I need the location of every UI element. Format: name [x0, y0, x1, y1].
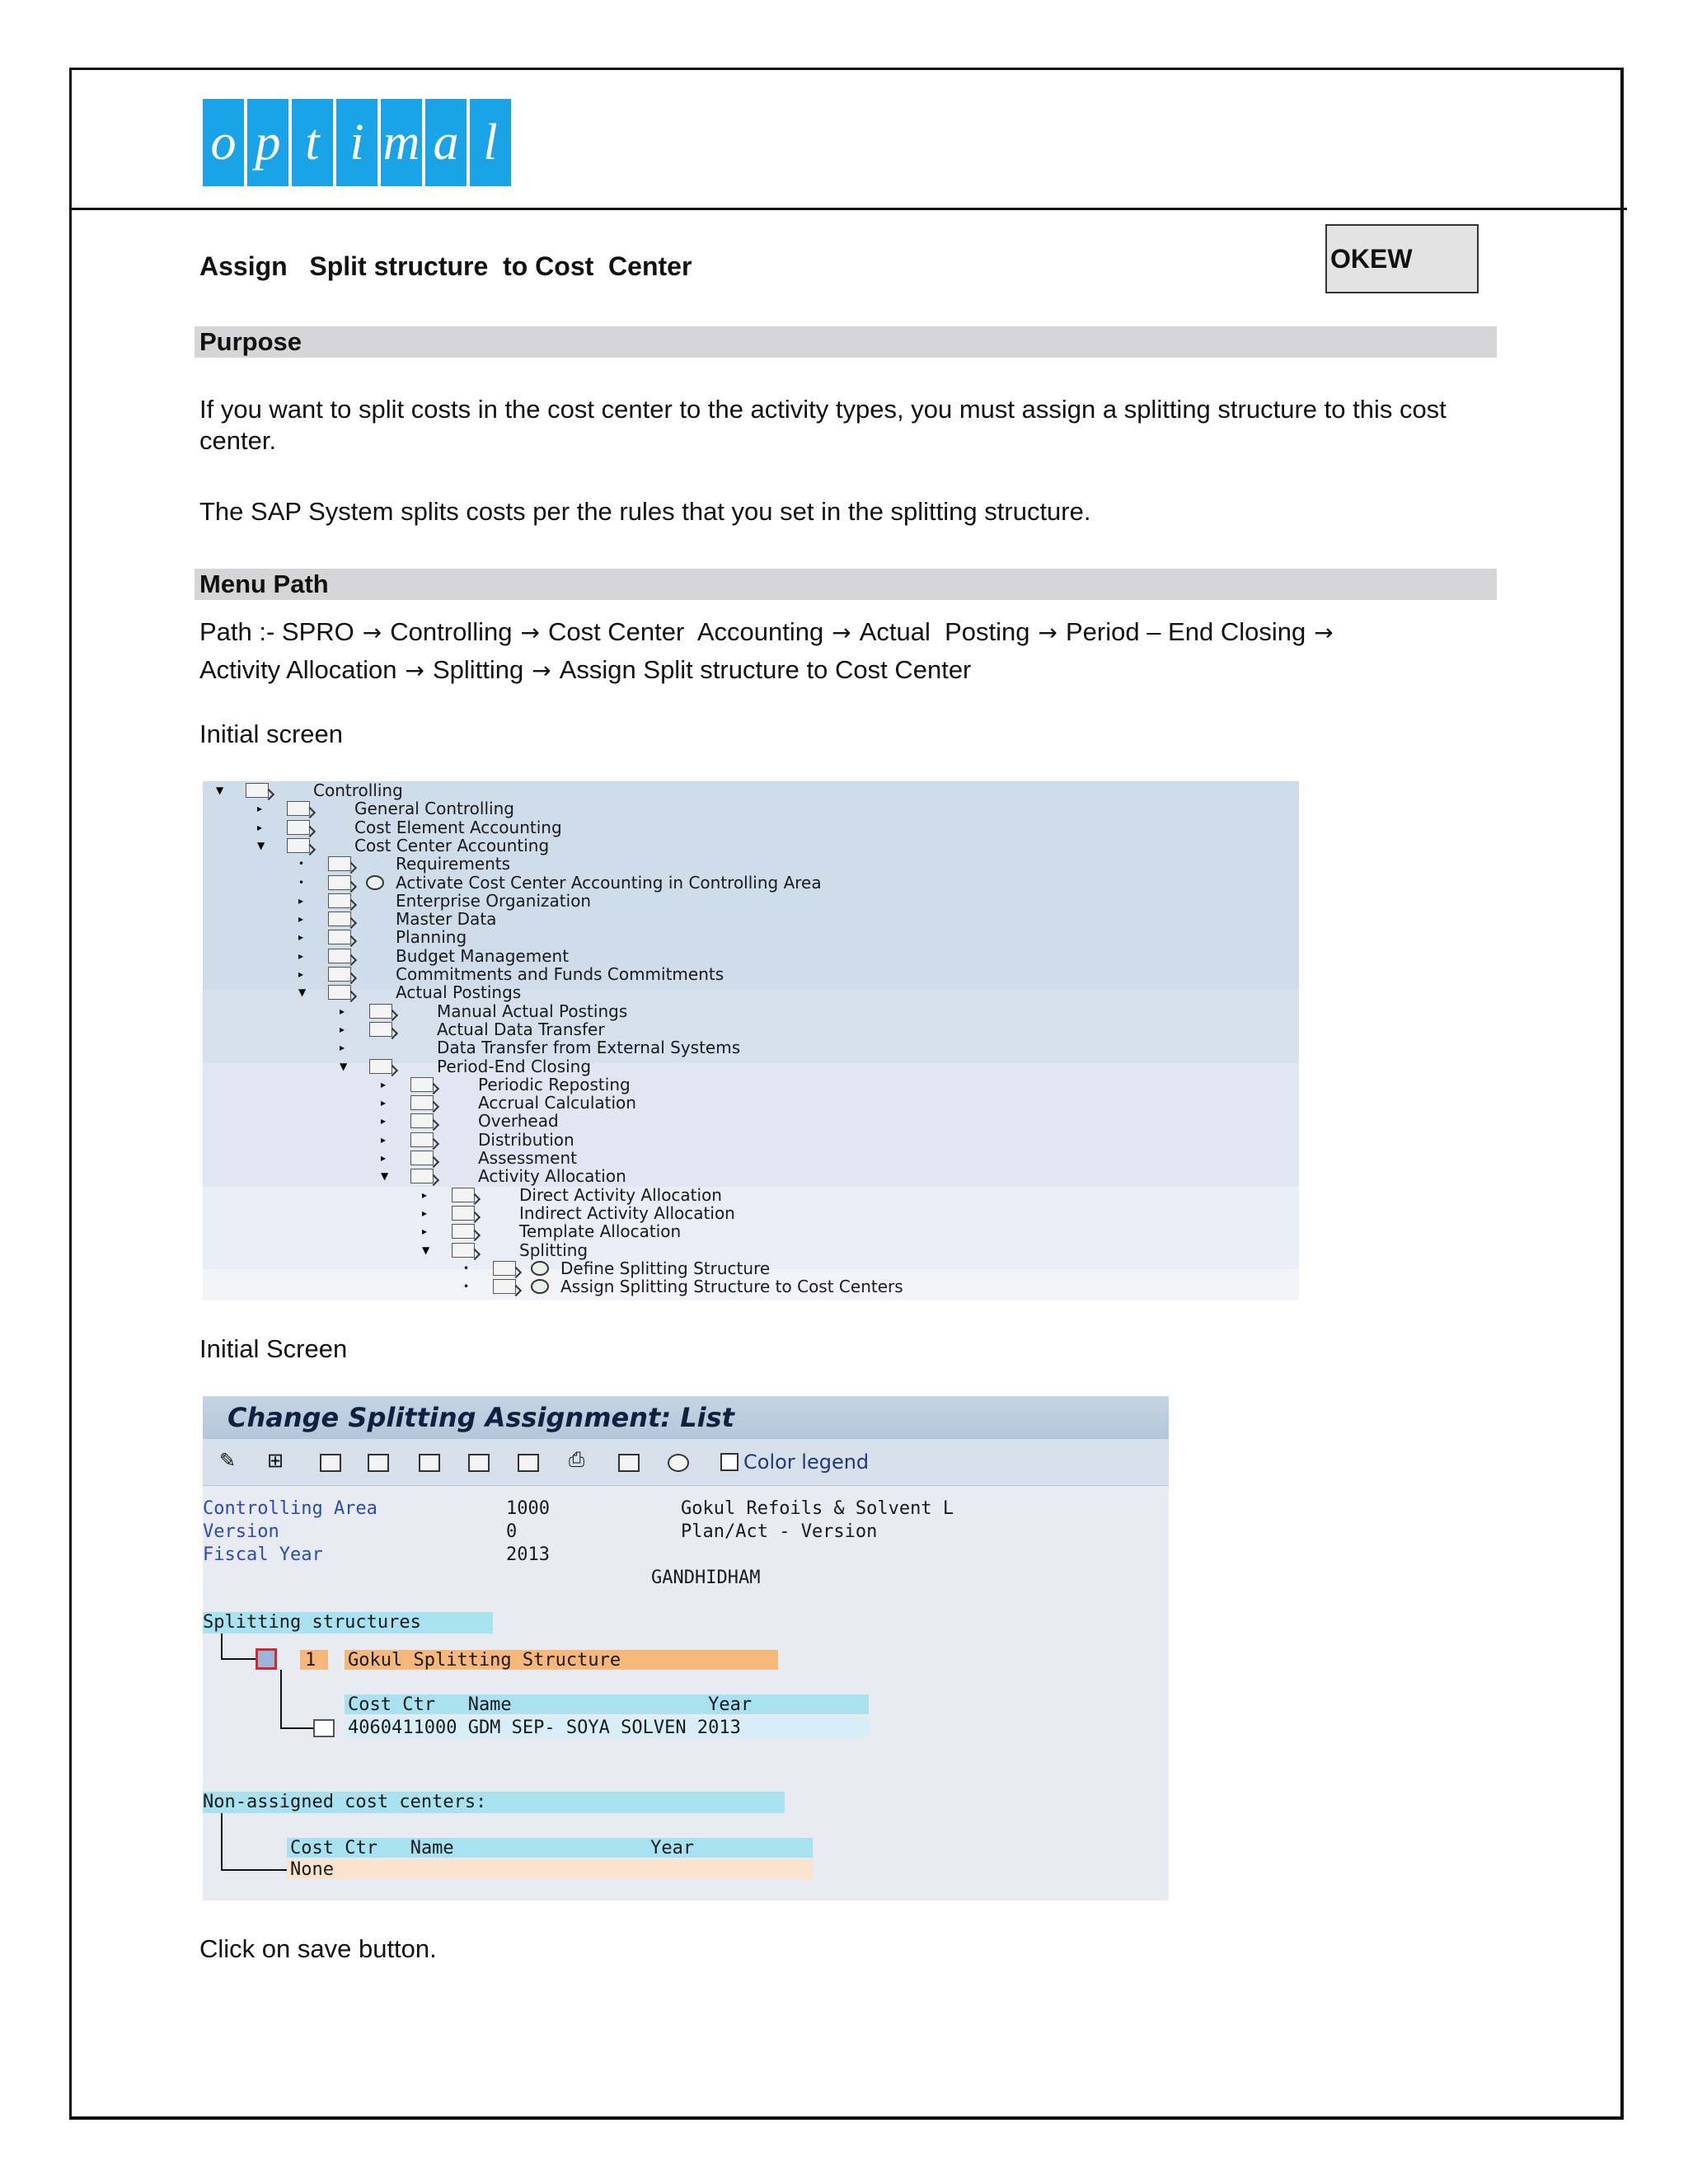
tree-node[interactable]	[203, 1167, 1299, 1185]
find-icon[interactable]	[668, 1454, 689, 1472]
tree-node[interactable]	[203, 983, 1299, 1001]
tree-node[interactable]	[203, 1038, 1299, 1057]
execute-activity-icon[interactable]	[531, 1279, 549, 1294]
tree-node[interactable]	[203, 1277, 1299, 1296]
arrow-icon: →	[832, 619, 851, 646]
arrow-icon: →	[520, 619, 540, 646]
document-folder-icon	[410, 1095, 434, 1110]
collapsed-arrow-icon[interactable]: ▸	[422, 1188, 428, 1201]
tree-node[interactable]	[203, 947, 1299, 965]
expanded-arrow-icon[interactable]: ▼	[216, 785, 224, 796]
splitting-structures-label: Splitting structures	[203, 1612, 421, 1633]
collapsed-arrow-icon[interactable]: ▸	[298, 949, 304, 962]
expanded-arrow-icon[interactable]: ▼	[422, 1244, 430, 1256]
print-icon[interactable]: ⎙	[569, 1449, 585, 1471]
tree-node[interactable]	[203, 1002, 1299, 1020]
tree-node-label: Master Data	[396, 909, 497, 930]
row-checkbox[interactable]	[313, 1719, 335, 1737]
document-folder-icon	[493, 1279, 516, 1294]
deselect-icon[interactable]	[419, 1454, 440, 1472]
tree-node-label: Assessment	[478, 1148, 577, 1168]
expand-node-icon[interactable]	[256, 1648, 277, 1670]
logo-letter: i	[336, 99, 377, 186]
tree-node-label: Period-End Closing	[437, 1056, 592, 1076]
tree-node[interactable]	[203, 1222, 1299, 1240]
tree-node[interactable]	[203, 1186, 1299, 1204]
logo-letter: m	[381, 99, 422, 186]
expanded-arrow-icon[interactable]: ▼	[257, 839, 265, 851]
tree-connector	[221, 1869, 287, 1871]
tree-node[interactable]	[203, 928, 1299, 946]
assigned-table-row[interactable]: 4060411000 GDM SEP- SOYA SOLVEN 2013	[348, 1718, 741, 1738]
header-divider	[69, 208, 1627, 210]
document-folder-icon	[452, 1243, 475, 1258]
document-folder-icon	[410, 1077, 434, 1092]
fiscal-year-label: Fiscal Year	[203, 1544, 323, 1565]
arrow-icon: →	[405, 657, 424, 684]
tree-node[interactable]	[203, 818, 1299, 837]
tree-node[interactable]	[203, 1204, 1299, 1222]
edit-pencil-icon[interactable]: ✎	[219, 1450, 237, 1472]
tree-node[interactable]	[203, 874, 1299, 892]
document-folder-icon	[452, 1206, 475, 1221]
collapsed-arrow-icon[interactable]: ▸	[422, 1207, 428, 1219]
leaf-bullet-icon[interactable]: •	[298, 876, 305, 888]
sap-splitting-screen	[203, 1396, 1169, 1900]
select-block-icon[interactable]	[320, 1454, 341, 1472]
leaf-bullet-icon[interactable]: •	[463, 1281, 470, 1293]
non-assigned-table-header: Cost Ctr Name Year	[290, 1838, 695, 1858]
copy-icon[interactable]	[618, 1454, 640, 1472]
leaf-bullet-icon[interactable]: •	[298, 858, 305, 870]
expanded-arrow-icon[interactable]: ▼	[381, 1170, 389, 1183]
color-legend-button[interactable]	[720, 1451, 869, 1474]
legend-grid-icon	[720, 1453, 738, 1471]
tree-node[interactable]	[203, 1020, 1299, 1038]
expanded-arrow-icon[interactable]: ▼	[340, 1060, 348, 1072]
tree-node[interactable]	[203, 781, 1299, 799]
collapsed-arrow-icon[interactable]: ▸	[340, 1042, 345, 1054]
document-folder-icon	[369, 1022, 392, 1037]
tree-node[interactable]	[203, 1112, 1299, 1130]
sap-toolbar	[203, 1439, 1169, 1486]
path-item: Assign Split structure to Cost Center	[559, 655, 972, 684]
collapsed-arrow-icon[interactable]: ▸	[257, 803, 263, 815]
collapsed-arrow-icon[interactable]: ▸	[298, 894, 304, 907]
spro-tree-screenshot	[203, 781, 1299, 1301]
tree-connector	[221, 1813, 223, 1871]
tree-node[interactable]	[203, 1057, 1299, 1076]
tree-node-label: Enterprise Organization	[396, 890, 592, 911]
tree-node-label: Actual Data Transfer	[437, 1019, 605, 1039]
tree-node-label: Overhead	[478, 1111, 559, 1132]
tree-node-label: Data Transfer from External Systems	[437, 1038, 741, 1058]
collapsed-arrow-icon[interactable]: ▸	[381, 1078, 387, 1090]
controlling-area-text: Gokul Refoils & Solvent L	[681, 1498, 954, 1519]
collapsed-arrow-icon[interactable]: ▸	[298, 931, 304, 944]
tree-node[interactable]	[203, 799, 1299, 818]
tree-node-label: Indirect Activity Allocation	[519, 1202, 735, 1223]
arrow-icon: →	[362, 619, 382, 646]
tree-node-label: Controlling	[313, 781, 403, 800]
version-text: Plan/Act - Version	[681, 1521, 878, 1542]
logo-letter: p	[247, 99, 288, 186]
execute-activity-icon[interactable]	[531, 1261, 549, 1276]
non-assigned-label: Non-assigned cost centers:	[203, 1792, 487, 1812]
menu-path-heading: Menu Path	[195, 569, 1497, 600]
purpose-paragraph-1: If you want to split costs in the cost center to the activity types, you must assign a splitting structure to this cost center.	[199, 395, 1447, 455]
transaction-code: OKEW	[1330, 243, 1413, 274]
document-title: Assign Split structure to Cost Center	[199, 251, 692, 281]
collapsed-arrow-icon[interactable]: ▸	[381, 1115, 387, 1127]
document-folder-icon	[328, 856, 351, 871]
collapsed-arrow-icon[interactable]: ▸	[340, 1023, 345, 1035]
purpose-heading: Purpose	[195, 326, 1497, 358]
tree-node[interactable]	[203, 855, 1299, 873]
path-item: Cost Center Accounting	[547, 617, 824, 646]
tree-node[interactable]	[203, 892, 1299, 910]
version-value: 0	[506, 1521, 518, 1542]
location-text: GANDHIDHAM	[651, 1568, 761, 1588]
logo-letter: l	[470, 99, 511, 186]
document-folder-icon	[410, 1151, 434, 1165]
path-item: Period – End Closing	[1065, 617, 1306, 646]
select-all-icon[interactable]	[368, 1454, 389, 1472]
collapsed-arrow-icon[interactable]: ▸	[340, 1005, 345, 1017]
tree-node[interactable]	[203, 837, 1299, 855]
execute-activity-icon[interactable]	[366, 875, 384, 890]
document-folder-icon	[328, 912, 351, 926]
document-folder-icon	[287, 820, 310, 835]
document-folder-icon	[452, 1224, 475, 1239]
non-assigned-row-bar	[287, 1859, 813, 1879]
document-folder-icon	[328, 930, 351, 944]
non-assigned-table-row: None	[290, 1859, 334, 1880]
document-folder-icon	[328, 875, 351, 890]
document-folder-icon	[328, 985, 351, 1000]
tree-node[interactable]	[203, 1094, 1299, 1112]
tree-node-label: Commitments and Funds Commitments	[396, 964, 724, 984]
collapsed-arrow-icon[interactable]: ▸	[422, 1226, 428, 1238]
tree-connector	[280, 1727, 313, 1729]
optimal-logo	[203, 99, 514, 186]
collapse-icon[interactable]	[518, 1454, 539, 1472]
tree-node-label: Manual Actual Postings	[437, 1001, 628, 1021]
arrow-icon: →	[532, 657, 551, 684]
document-folder-icon	[369, 1004, 392, 1019]
document-folder-icon	[328, 893, 351, 908]
assigned-table-header: Cost Ctr Name Year	[348, 1694, 753, 1715]
document-folder-icon	[410, 1132, 434, 1147]
caption-initial-screen-2: Initial Screen	[199, 1334, 348, 1363]
tree-node-label: Template Allocation	[519, 1221, 682, 1242]
document-folder-icon	[410, 1169, 434, 1183]
tree-node-label: Requirements	[396, 854, 511, 874]
version-label: Version	[203, 1521, 279, 1542]
logo-letter: o	[203, 99, 244, 186]
arrow-icon: →	[1038, 619, 1057, 646]
tree-node[interactable]	[203, 965, 1299, 983]
tree-connector	[221, 1633, 223, 1660]
tree-node-label: General Controlling	[354, 799, 514, 819]
document-folder-icon	[328, 949, 351, 963]
tree-node-label: Splitting	[519, 1240, 588, 1260]
tree-node-label: Activity Allocation	[478, 1166, 626, 1187]
collapsed-arrow-icon[interactable]: ▸	[298, 913, 304, 926]
logo-letter: a	[425, 99, 467, 186]
document-folder-icon	[369, 1059, 392, 1074]
controlling-area-label: Controlling Area	[203, 1498, 377, 1519]
controlling-area-value: 1000	[506, 1498, 550, 1519]
tree-node[interactable]	[203, 1241, 1299, 1259]
path-item: Activity Allocation	[199, 655, 397, 684]
tree-node-label: Activate Cost Center Accounting in Controlling Area	[396, 872, 822, 893]
path-prefix: Path :- SPRO	[199, 617, 354, 646]
tree-node-label: Cost Center Accounting	[354, 835, 550, 855]
path-item: Actual Posting	[859, 617, 1030, 646]
menu-path-line-1	[199, 616, 1493, 649]
tree-node-label: Cost Element Accounting	[354, 817, 562, 837]
document-folder-icon	[246, 783, 269, 798]
caption-initial-screen-1: Initial screen	[199, 719, 344, 748]
tree-connector	[221, 1658, 257, 1660]
arrow-icon: →	[1314, 619, 1334, 646]
fiscal-year-value: 2013	[506, 1544, 550, 1565]
collapsed-arrow-icon[interactable]: ▸	[381, 1133, 387, 1146]
tree-node-label: Assign Splitting Structure to Cost Centers	[560, 1277, 903, 1297]
expanded-arrow-icon[interactable]: ▼	[298, 987, 307, 999]
collapsed-arrow-icon[interactable]: ▸	[381, 1152, 387, 1164]
tree-connector	[280, 1670, 282, 1729]
path-item: Splitting	[432, 655, 524, 684]
transaction-code-box	[1325, 224, 1479, 293]
document-folder-icon	[287, 838, 310, 853]
tree-node-label: Periodic Reposting	[478, 1074, 631, 1094]
document-folder-icon	[287, 801, 310, 816]
sap-screen-title: Change Splitting Assignment: List	[203, 1396, 1169, 1439]
document-folder-icon	[410, 1113, 434, 1128]
tree-node[interactable]	[203, 910, 1299, 928]
logo-letter: t	[292, 99, 333, 186]
tree-node-label: Distribution	[478, 1129, 574, 1150]
path-item: Controlling	[390, 617, 513, 646]
tree-node-label: Actual Postings	[396, 982, 522, 1003]
expand-icon[interactable]	[468, 1454, 490, 1472]
structure-number: 1	[305, 1650, 316, 1671]
purpose-paragraph-2: The SAP System splits costs per the rules that you set in the splitting structure.	[199, 497, 1091, 526]
color-legend-label: Color legend	[743, 1451, 870, 1474]
collapsed-arrow-icon[interactable]: ▸	[298, 968, 304, 980]
collapsed-arrow-icon[interactable]: ▸	[381, 1097, 387, 1109]
tree-node[interactable]	[203, 1149, 1299, 1167]
document-folder-icon	[452, 1188, 475, 1202]
tree-node-label: Accrual Calculation	[478, 1093, 636, 1113]
leaf-bullet-icon[interactable]: •	[463, 1262, 470, 1274]
hierarchy-icon[interactable]: ⊞	[267, 1450, 284, 1472]
tree-node-label: Direct Activity Allocation	[519, 1184, 722, 1205]
tree-node-label: Planning	[396, 927, 467, 948]
tree-node[interactable]	[203, 1259, 1299, 1277]
tree-node-label: Define Splitting Structure	[560, 1258, 771, 1278]
tree-node[interactable]	[203, 1076, 1299, 1094]
document-folder-icon	[493, 1261, 516, 1276]
structure-name: Gokul Splitting Structure	[348, 1650, 621, 1671]
menu-path-line-2	[199, 654, 1493, 687]
collapsed-arrow-icon[interactable]: ▸	[257, 821, 263, 833]
save-instruction: Click on save button.	[199, 1934, 437, 1963]
tree-node-label: Budget Management	[396, 945, 570, 966]
tree-node[interactable]	[203, 1131, 1299, 1149]
document-folder-icon	[328, 967, 351, 982]
